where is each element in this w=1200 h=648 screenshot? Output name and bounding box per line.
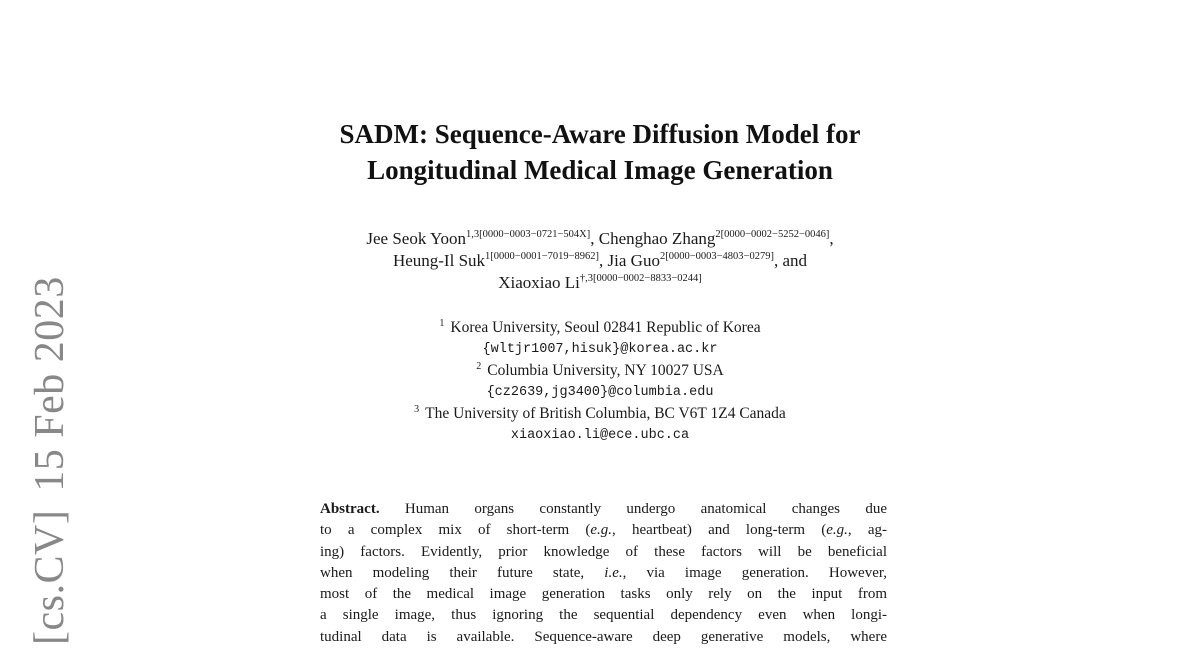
abstract-text: , via image generation. However, <box>622 564 888 581</box>
abstract-line <box>320 584 887 605</box>
author-name: Heung-Il Suk <box>392 251 486 270</box>
abstract-text: tudinal data is available. Sequence-aware deep generative models, where <box>320 628 887 645</box>
abstract-line <box>320 627 887 648</box>
arxiv-date: 15 Feb 2023 <box>27 276 73 492</box>
abstract-text: when modeling their future state, <box>320 564 605 581</box>
arxiv-category: [cs.CV] <box>27 509 73 645</box>
abstract-italic: e.g. <box>826 522 848 539</box>
abstract-text: , ag- <box>847 522 887 539</box>
affiliation-text: Columbia University, NY 10027 USA <box>487 362 724 379</box>
affiliation-number: 2 <box>476 361 482 372</box>
abstract-line <box>320 605 887 626</box>
author-name: Jee Seok Yoon <box>366 229 467 248</box>
affiliation-2 <box>0 360 1200 382</box>
affiliation-list <box>0 317 1200 446</box>
abstract-text: Human organs constantly undergo anatomical changes due <box>379 501 887 517</box>
affiliation-3-email: xiaoxiao.li@ece.ubc.ca <box>510 427 690 443</box>
affiliation-1 <box>0 317 1200 339</box>
abstract-line <box>320 520 887 541</box>
abstract-line <box>320 563 887 584</box>
title-line-2: Longitudinal Medical Image Generation <box>367 155 833 185</box>
paper-title <box>0 116 1200 188</box>
author-separator: , <box>599 251 608 270</box>
abstract-text: to a complex mix of short-term ( <box>320 522 591 539</box>
author-separator: , <box>590 229 599 248</box>
abstract-line <box>320 499 887 520</box>
affiliation-number: 1 <box>439 318 445 329</box>
author-name: Xiaoxiao Li <box>498 273 580 292</box>
abstract-text: most of the medical image generation tasks only rely on the input from <box>320 586 887 603</box>
abstract-italic: i.e. <box>604 564 623 581</box>
affiliation-text: The University of British Columbia, BC V6T 1Z4 Canada <box>425 405 786 422</box>
author-line-2 <box>0 250 1200 272</box>
author-separator: , <box>829 229 834 248</box>
affiliation-1-email: {wltjr1007,hisuk}@korea.ac.kr <box>482 341 718 357</box>
author-orcid: 2[0000−0003−4803−0279] <box>659 251 774 262</box>
affiliation-2-email: {cz2639,jg3400}@columbia.edu <box>486 384 714 400</box>
author-line-1 <box>0 228 1200 250</box>
abstract-text: a single image, thus ignoring the sequential dependency even when longi- <box>320 607 887 624</box>
author-orcid: †,3[0000−0002−8833−0244] <box>579 273 702 284</box>
author-orcid: 1,3[0000−0003−0721−504X] <box>466 229 591 240</box>
author-name: Jia Guo <box>607 251 660 270</box>
author-orcid: 2[0000−0002−5252−0046] <box>715 229 830 240</box>
author-line-3 <box>0 272 1200 294</box>
author-list <box>0 228 1200 294</box>
abstract-text: , heartbeat) and long-term ( <box>612 522 827 539</box>
title-line-1: SADM: Sequence-Aware Diffusion Model for <box>339 119 861 149</box>
author-name: Chenghao Zhang <box>598 229 716 248</box>
affiliation-text: Korea University, Seoul 02841 Republic of Korea <box>450 319 761 336</box>
abstract-italic: e.g. <box>590 522 613 539</box>
abstract-label: Abstract. <box>320 501 380 517</box>
abstract-text: ing) factors. Evidently, prior knowledge of these factors will be beneficial <box>320 543 887 560</box>
affiliation-number: 3 <box>414 404 420 415</box>
author-separator: , and <box>773 251 808 270</box>
abstract-line <box>320 542 887 563</box>
abstract <box>320 499 887 648</box>
author-orcid: 1[0000−0001−7019−8962] <box>485 251 600 262</box>
affiliation-3 <box>0 403 1200 425</box>
